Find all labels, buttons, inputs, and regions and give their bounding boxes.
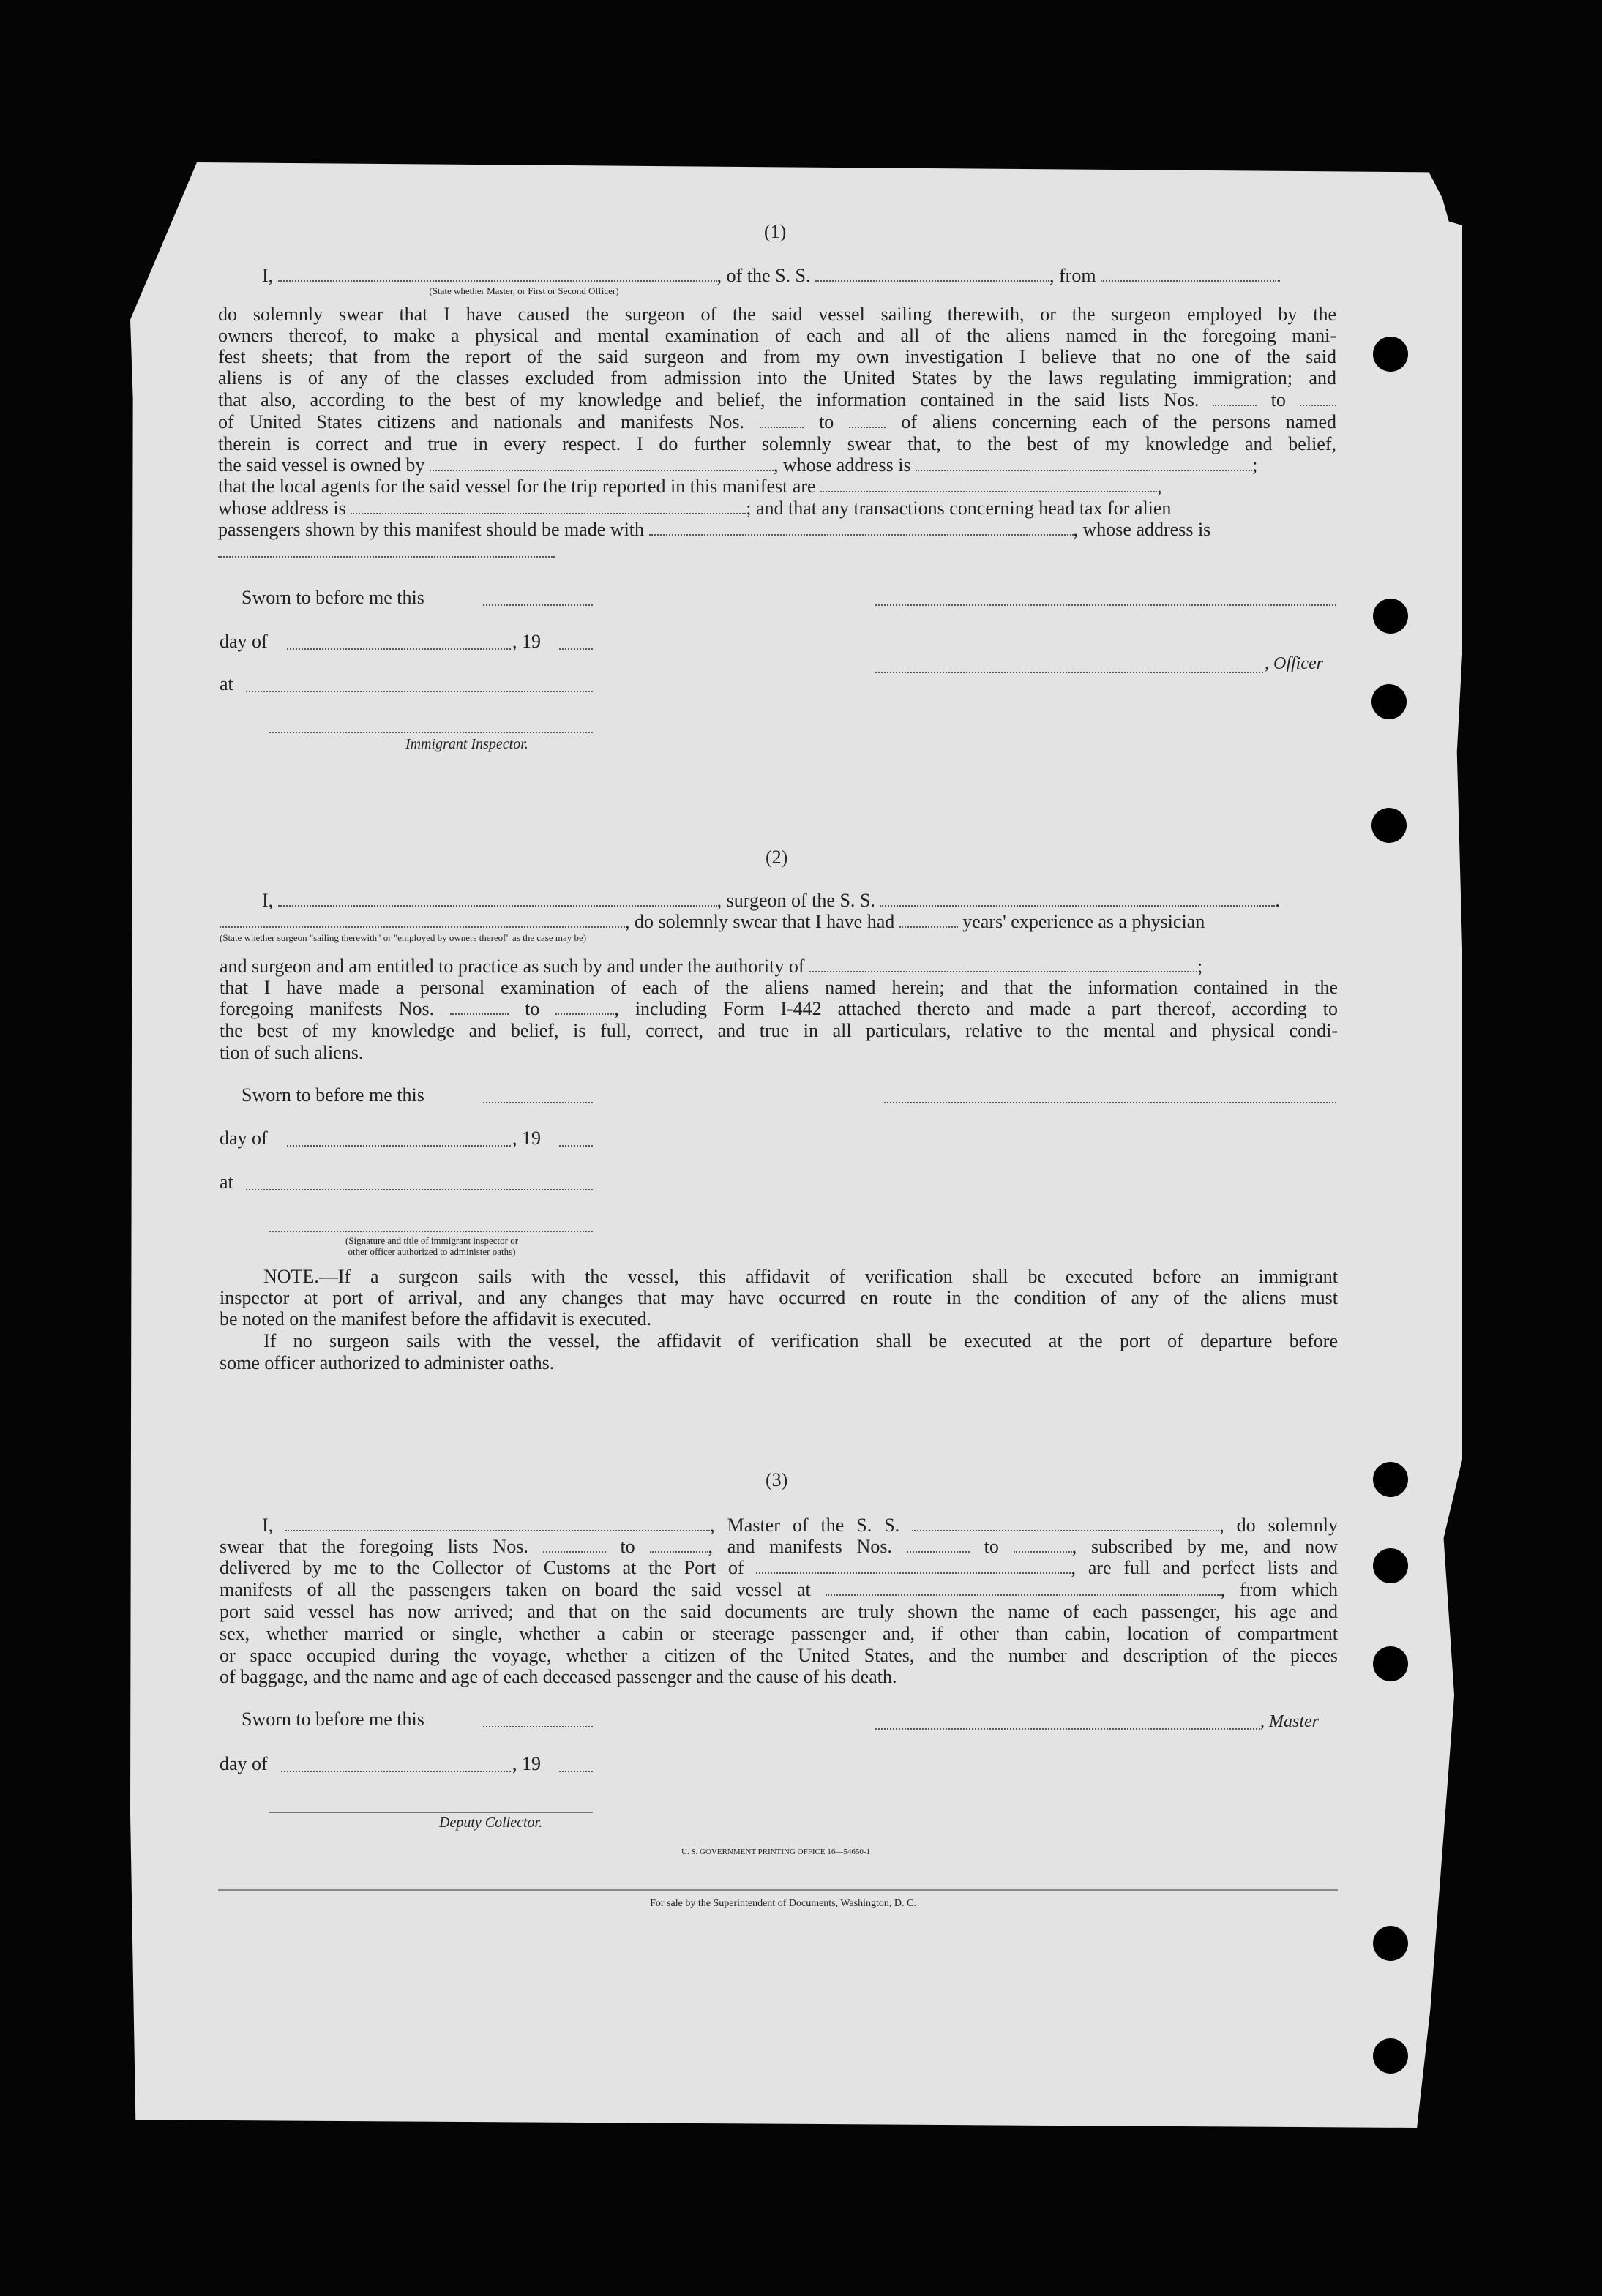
text: and surgeon and am entitled to practice as such by and under the authority of	[220, 956, 805, 977]
printer-imprint: U. S. GOVERNMENT PRINTING OFFICE 16—54650-1	[681, 1847, 870, 1856]
affidavit-line	[220, 956, 1338, 978]
affidavit-line: I, , of the S. S. , from .	[262, 265, 1281, 286]
blank-field[interactable]	[220, 912, 625, 928]
text: , of the S. S.	[716, 265, 811, 286]
text: to	[525, 998, 540, 1019]
text: that also, according to the best of my knowledge and belief, the information contained in the said lists Nos.	[218, 389, 1199, 410]
blank-field[interactable]	[760, 412, 804, 428]
blank-field[interactable]	[483, 1726, 593, 1727]
blank-field[interactable]	[809, 956, 1197, 972]
affidavit-line: tion of such aliens.	[220, 1042, 364, 1063]
blank-field[interactable]	[756, 1558, 1071, 1574]
binder-hole	[1373, 2038, 1408, 2074]
blank-field[interactable]	[849, 412, 886, 428]
binder-hole	[1373, 599, 1408, 634]
affidavit-line: port said vessel has now arrived; and that on the said documents are truly shown the name of each passenger, his age and	[220, 1601, 1338, 1622]
blank-field[interactable]	[1101, 266, 1276, 282]
signature-note: (Signature and title of immigrant inspector or	[345, 1235, 519, 1246]
affidavit-line	[220, 1536, 1338, 1558]
jurat-text: day of	[220, 1128, 268, 1149]
text: , surgeon of the S. S.	[716, 890, 875, 911]
affidavit-line: I, , surgeon of the S. S. .	[262, 890, 1280, 911]
affidavit-line	[218, 411, 1336, 433]
blank-field[interactable]	[826, 1580, 1221, 1596]
affidavit-line: of baggage, and the name and age of each deceased passenger and the cause of his death.	[220, 1666, 897, 1687]
affidavit-line: the best of my knowledge and belief, is full, correct, and true in all particulars, relative to the mental and physical condi-	[220, 1020, 1338, 1041]
affidavit-line: or space occupied during the voyage, whether a citizen of the United States, and the number and description of the pieces	[220, 1645, 1338, 1666]
text: , whose address is	[773, 454, 911, 476]
blank-field[interactable]	[218, 556, 555, 558]
blank-field[interactable]	[916, 455, 1252, 471]
blank-field[interactable]	[559, 1145, 593, 1147]
blank-field[interactable]	[483, 1102, 593, 1103]
text: foregoing manifests Nos.	[220, 998, 435, 1019]
text: , including Form I-442 attached thereto and made a part thereof, according to	[614, 998, 1339, 1019]
text: to	[984, 1536, 999, 1557]
blank-field[interactable]	[559, 648, 593, 650]
note-text: NOTE.—If a surgeon sails with the vessel, this affidavit of verification shall be executed before an immigrant	[263, 1266, 1338, 1287]
section-number: (3)	[766, 1469, 788, 1490]
binder-hole	[1373, 1926, 1408, 1961]
blank-field[interactable]	[649, 519, 1074, 536]
section-number: (2)	[766, 847, 788, 868]
affidavit-line	[220, 1579, 1338, 1601]
blank-field[interactable]	[246, 691, 593, 692]
blank-field[interactable]	[912, 1515, 1219, 1531]
blank-field[interactable]	[815, 266, 1049, 282]
inspector-signature-field[interactable]	[269, 1231, 593, 1232]
blank-field[interactable]	[278, 890, 717, 907]
binder-hole	[1371, 684, 1407, 719]
text: , do solemnly	[1219, 1515, 1339, 1536]
officer-label: , Officer	[1265, 654, 1323, 673]
collector-label: Deputy Collector.	[439, 1815, 543, 1831]
note-line: be noted on the manifest before the affidavit is executed.	[220, 1308, 652, 1329]
sale-notice: For sale by the Superintendent of Documents, Washington, D. C.	[650, 1898, 916, 1909]
jurat-text: , 19	[512, 1128, 541, 1149]
signature-note: other officer authorized to administer oaths)	[348, 1246, 516, 1257]
affidavit-line	[220, 911, 1338, 933]
affidavit-line: owners thereof, to make a physical and mental examination of each and all of the aliens named in the foregoing mani-	[218, 325, 1336, 346]
jurat-text: , 19	[512, 1753, 541, 1774]
text: ;	[1252, 454, 1258, 476]
text: to	[819, 411, 834, 432]
section-number: (1)	[764, 221, 787, 242]
text: ;	[1197, 956, 1203, 977]
text: the said vessel is owned by	[218, 454, 425, 476]
jurat-text: day of	[220, 1753, 268, 1774]
text: swear that the foregoing lists Nos.	[220, 1536, 528, 1557]
text: , are full and perfect lists and	[1071, 1557, 1338, 1578]
collector-signature-field[interactable]	[269, 1812, 593, 1813]
blank-field[interactable]	[559, 1771, 593, 1772]
text: , do solemnly swear that I have had	[625, 911, 895, 932]
text: whose address is	[218, 498, 346, 519]
master-signature-field[interactable]	[875, 1728, 1260, 1730]
affidavit-line	[220, 1557, 1338, 1579]
text: manifests of all the passengers taken on board the said vessel at	[220, 1579, 811, 1600]
affidavit-line	[218, 389, 1336, 411]
affidavit-line: fest sheets; that from the report of the said surgeon and from my own investigation I believe that no one of the said	[218, 346, 1336, 367]
text: of United States citizens and nationals and manifests Nos.	[218, 411, 745, 432]
binder-hole	[1373, 1646, 1408, 1681]
affidavit-line: sex, whether married or single, whether a cabin or steerage passenger and, if other than cabin, location of compartment	[220, 1623, 1338, 1644]
blank-field[interactable]	[450, 999, 509, 1015]
affidavit-line	[218, 476, 1336, 498]
surgeon-signature-field[interactable]	[884, 1102, 1336, 1103]
text: passengers shown by this manifest should be made with	[218, 519, 645, 540]
officer-signature-field[interactable]	[875, 672, 1263, 673]
note-line: inspector at port of arrival, and any changes that may have occurred en route in the condition of any of the aliens must	[220, 1287, 1338, 1308]
blank-field[interactable]	[246, 1189, 593, 1190]
blank-field[interactable]	[430, 455, 774, 471]
blank-field[interactable]	[281, 1771, 511, 1772]
jurat-text: Sworn to before me this	[242, 587, 424, 608]
binder-hole	[1373, 1548, 1408, 1583]
affidavit-line	[262, 1515, 1338, 1537]
binder-hole	[1371, 808, 1407, 843]
text: years' experience as a physician	[962, 911, 1205, 932]
affidavit-line: do solemnly swear that I have caused the surgeon of the said vessel sailing therewith, or the surgeon employed by the	[218, 304, 1336, 325]
blank-field[interactable]	[907, 1537, 970, 1553]
jurat-text: at	[220, 1171, 233, 1193]
field-note: (State whether Master, or First or Second Officer)	[429, 285, 619, 296]
text: ,	[1157, 476, 1162, 497]
affidavit-line: aliens is of any of the classes excluded from admission into the United States by the laws regulating immigration; and	[218, 367, 1336, 389]
text: , whose address is	[1073, 519, 1211, 540]
jurat-text: day of	[220, 631, 268, 652]
text: to	[1270, 389, 1286, 410]
blank-field[interactable]	[1213, 390, 1257, 406]
footer-rule	[218, 1889, 1338, 1891]
note-line: some officer authorized to administer oaths.	[220, 1352, 555, 1373]
blank-field[interactable]	[287, 648, 511, 650]
jurat-text: Sworn to before me this	[242, 1708, 424, 1730]
text: ; and that any transactions concerning head tax for alien	[746, 498, 1172, 519]
blank-field[interactable]	[278, 266, 717, 282]
text: to	[620, 1536, 635, 1557]
officer-signature-field[interactable]	[875, 604, 1336, 606]
blank-field[interactable]	[543, 1537, 606, 1553]
blank-field[interactable]	[650, 1537, 708, 1553]
text: , subscribed by me, and now	[1071, 1536, 1339, 1557]
affidavit-line	[220, 998, 1338, 1020]
blank-field[interactable]	[1014, 1537, 1072, 1553]
blank-field[interactable]	[287, 1145, 511, 1147]
text: , Master of the S. S.	[710, 1515, 900, 1536]
text: I,	[262, 890, 274, 911]
affidavit-line	[218, 498, 1336, 519]
text: I,	[262, 265, 274, 286]
affidavit-line	[218, 519, 1336, 541]
affidavit-line: that I have made a personal examination of each of the aliens named herein; and that the information contained in the	[220, 977, 1338, 998]
affidavit-line: therein is correct and true in every respect. I do further solemnly swear that, to the best of my knowledge and belief,	[218, 433, 1336, 454]
blank-field[interactable]	[899, 912, 958, 928]
blank-field[interactable]	[880, 890, 1275, 907]
note-line: If no surgeon sails with the vessel, the affidavit of verification shall be executed at the port of departure before	[263, 1330, 1338, 1351]
affidavit-line	[218, 454, 1336, 476]
blank-field[interactable]	[1300, 390, 1336, 406]
blank-field[interactable]	[483, 604, 593, 606]
note-line	[263, 1266, 1338, 1288]
blank-field[interactable]	[351, 498, 746, 514]
text: that the local agents for the said vessel for the trip reported in this manifest are	[218, 476, 816, 497]
blank-field[interactable]	[285, 1515, 710, 1531]
jurat-text: at	[220, 673, 233, 694]
text: of aliens concerning each of the persons named	[901, 411, 1337, 432]
blank-field[interactable]	[820, 476, 1157, 492]
master-label: , Master	[1260, 1712, 1319, 1731]
jurat-text: , 19	[512, 631, 541, 652]
inspector-signature-field[interactable]	[269, 732, 593, 733]
text: , from	[1049, 265, 1096, 286]
jurat-text: Sworn to before me this	[242, 1084, 424, 1106]
blank-field[interactable]	[555, 999, 614, 1015]
text: , and manifests Nos.	[708, 1536, 893, 1557]
binder-hole	[1373, 337, 1408, 372]
inspector-label: Immigrant Inspector.	[405, 736, 528, 752]
binder-hole	[1373, 1462, 1408, 1497]
field-note: (State whether surgeon "sailing therewith" or "employed by owners thereof" as the case may be)	[220, 932, 587, 943]
text: , from which	[1220, 1579, 1339, 1600]
text: I,	[262, 1515, 274, 1536]
text: delivered by me to the Collector of Customs at the Port of	[220, 1557, 744, 1578]
